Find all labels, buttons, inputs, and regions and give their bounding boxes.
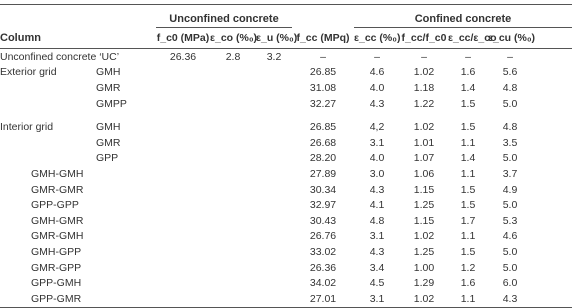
ratio_e-cell: 1.5: [460, 97, 476, 110]
ratio_e-cell: 1.4: [460, 152, 476, 165]
ratio_f-cell: 1.25: [413, 199, 435, 212]
eu-cell: [256, 151, 292, 167]
table-row: [0, 166, 572, 182]
table-row: [0, 213, 572, 229]
ecc-cell: 4,2: [369, 121, 385, 134]
fcc-header: f_cc (MPq): [292, 28, 354, 49]
ratio_f-cell: 1.22: [413, 97, 435, 110]
ratio_f-cell: 1.15: [413, 214, 435, 227]
ecc-cell: 4.1: [369, 199, 385, 212]
specimen-label: GMH: [96, 66, 121, 79]
eu-cell: 3.2: [266, 50, 282, 63]
combination-label: GMR-GMH: [31, 230, 84, 243]
ecc-cell: 4.0: [369, 152, 385, 165]
ecc-cell: 4.3: [369, 183, 385, 196]
ratio_e-cell: 1.5: [460, 245, 476, 258]
fcc-cell: 27.89: [309, 167, 337, 180]
ratio_e-cell: 1.5: [460, 121, 476, 134]
table-row: [0, 244, 572, 260]
fc0-cell: 26.36: [169, 50, 197, 63]
ecu-cell: 4.3: [488, 291, 532, 307]
specimen-label: GMH: [96, 121, 121, 134]
ratio_e-cell: 1.1: [460, 167, 476, 180]
ecu-cell: 5.0: [502, 152, 518, 165]
table-row: [0, 49, 572, 65]
ratio_f-cell: 1.00: [413, 261, 435, 274]
ecu-cell: 4.8: [502, 81, 518, 94]
ratio_e-cell: 1.6: [460, 277, 476, 290]
eco-cell: [210, 96, 256, 112]
concrete-results-table: [0, 4, 572, 308]
ecc-header: ε_cc (%₀): [354, 28, 400, 49]
ratio_f-cell: –: [421, 50, 427, 63]
confined-group-header: Confined concrete: [354, 5, 572, 28]
specimen-label: GMR: [96, 136, 121, 149]
table-row: [0, 291, 572, 307]
group-label: [0, 96, 96, 112]
ecu-cell: 4.9: [502, 183, 518, 196]
ratio_f-cell: 1.02: [400, 291, 448, 307]
eu-cell: [256, 135, 292, 151]
ratio_e-cell: 1.4: [460, 81, 476, 94]
group-label: Unconfined concrete ‘UC’: [0, 50, 120, 63]
fcc-cell: 32.97: [309, 199, 337, 212]
ecc-cell: 4.6: [369, 66, 385, 79]
table-body: [0, 49, 572, 308]
fcc-cell: 28.20: [309, 152, 337, 165]
fcc-cell: 26.36: [309, 261, 337, 274]
ecc-cell: 3.4: [369, 261, 385, 274]
fc0-cell: [156, 96, 210, 112]
ecu-cell: 6.0: [502, 277, 518, 290]
eu-cell: [256, 96, 292, 112]
combination-label: GPP-GPP: [31, 199, 79, 212]
ecc-cell: 3.0: [369, 167, 385, 180]
ratio_f-cell: 1.02: [413, 121, 435, 134]
ecu-cell: 5.3: [502, 214, 518, 227]
ecu-cell: 5.0: [502, 199, 518, 212]
table-row: [0, 182, 572, 198]
combination-label: GPP-GMR: [0, 291, 292, 307]
eu-header: ε_u (%₀): [256, 28, 292, 49]
fcc-cell: 32.27: [309, 97, 337, 110]
ecc-cell: 4.3: [369, 245, 385, 258]
ratio_f-cell: 1.06: [413, 167, 435, 180]
fc0-cell: [156, 135, 210, 151]
fcc-cell: 26.85: [309, 121, 337, 134]
eco-cell: [210, 80, 256, 96]
combination-label: GMH-GMH: [31, 167, 84, 180]
fcc-cell: 34.02: [309, 277, 337, 290]
column-header-row: [0, 28, 572, 49]
ratio_f-cell: 1.18: [413, 81, 435, 94]
column-header: Column: [0, 28, 156, 49]
table-row: [0, 65, 572, 81]
table-row: [0, 260, 572, 276]
ecc-cell: 3.1: [369, 136, 385, 149]
fcc-cell: 31.08: [309, 81, 337, 94]
ecc-cell: 4.5: [369, 277, 385, 290]
fcc-cell: –: [320, 50, 326, 63]
ratio_e-cell: 1.5: [460, 199, 476, 212]
specimen-label: GPP: [96, 152, 119, 165]
group-label: [0, 80, 96, 96]
ratio_f-cell: 1.01: [413, 136, 435, 149]
ratio_f-cell: 1.15: [413, 183, 435, 196]
eco-cell: 2.8: [225, 50, 241, 63]
table-row: [0, 151, 572, 167]
fcc-cell: 26.68: [309, 136, 337, 149]
fcc-cell: 30.34: [309, 183, 337, 196]
fc0-cell: [156, 151, 210, 167]
fcc-fc0-header: f_cc/f_c0: [400, 28, 448, 49]
ecu-cell: –: [507, 50, 513, 63]
ecu-cell: 4.6: [502, 230, 518, 243]
ratio_e-cell: 1.5: [460, 183, 476, 196]
ratio_e-cell: 1.2: [460, 261, 476, 274]
ratio_f-cell: 1.29: [413, 277, 435, 290]
specimen-label: GMR: [96, 81, 121, 94]
combination-label: GMR-GPP: [31, 261, 82, 274]
ratio_f-cell: 1.02: [413, 230, 435, 243]
ecu-cell: 5.6: [502, 66, 518, 79]
table-row: [0, 135, 572, 151]
ratio_e-cell: 1.1: [460, 136, 476, 149]
table-row: [0, 229, 572, 245]
ecc-cell: 4.3: [369, 97, 385, 110]
fcc-cell: 26.76: [309, 230, 337, 243]
group-label: Exterior grid: [0, 66, 57, 79]
table-row: [0, 119, 572, 135]
ecc-cell: 4.0: [369, 81, 385, 94]
ecc-cell: –: [374, 50, 380, 63]
table-row: [0, 96, 572, 112]
eu-cell: [256, 65, 292, 81]
ratio_e-cell: 1.1: [448, 291, 488, 307]
ecu-cell: 4.8: [502, 121, 518, 134]
eco-cell: [210, 119, 256, 135]
ratio_f-cell: 1.07: [413, 152, 435, 165]
combination-label: GMH-GPP: [31, 245, 82, 258]
ecu-cell: 3.5: [502, 136, 518, 149]
ratio_e-cell: 1.6: [460, 66, 476, 79]
ecu-cell: 3.7: [502, 167, 518, 180]
unconfined-group-header: Unconfined concrete: [156, 5, 292, 28]
group-label: [0, 151, 96, 167]
combination-label: GPP-GMH: [31, 277, 82, 290]
table-row: [0, 111, 572, 119]
table-row: [0, 80, 572, 96]
eu-cell: [256, 119, 292, 135]
ecc-cell: 3.1: [354, 291, 400, 307]
eu-cell: [256, 80, 292, 96]
eco-cell: [210, 65, 256, 81]
fcc-cell: 27.01: [292, 291, 354, 307]
combination-label: GMR-GMR: [31, 183, 84, 196]
table-row: [0, 197, 572, 213]
ecu-header: ε_cu (%₀): [488, 28, 532, 49]
ratio_e-cell: 1.7: [460, 214, 476, 227]
ratio_e-cell: 1.1: [460, 230, 476, 243]
fcc-cell: 26.85: [309, 66, 337, 79]
fc0-cell: [156, 80, 210, 96]
fcc-cell: 33.02: [309, 245, 337, 258]
ecc-eco-header: ε_cc/ε_co: [448, 28, 488, 49]
ecc-cell: 3.1: [369, 230, 385, 243]
ratio_e-cell: –: [465, 50, 471, 63]
table-row: [0, 275, 572, 291]
fc0-cell: [156, 65, 210, 81]
ratio_f-cell: 1.02: [413, 66, 435, 79]
group-label: [0, 135, 96, 151]
eco-header: ε_co (%₀): [210, 28, 256, 49]
eco-cell: [210, 151, 256, 167]
fc0-cell: [156, 119, 210, 135]
ecu-cell: 5.0: [502, 97, 518, 110]
group-label: Interior grid: [0, 121, 54, 134]
combination-label: GMH-GMR: [31, 214, 84, 227]
specimen-label: GMPP: [96, 97, 127, 110]
fc0-header: f_c0 (MPa): [156, 28, 210, 49]
ecu-cell: 5.0: [502, 261, 518, 274]
ecu-cell: 5.0: [502, 245, 518, 258]
eco-cell: [210, 135, 256, 151]
ratio_f-cell: 1.25: [413, 245, 435, 258]
group-header-row: [0, 5, 572, 28]
ecc-cell: 4.8: [369, 214, 385, 227]
fcc-cell: 30.43: [309, 214, 337, 227]
